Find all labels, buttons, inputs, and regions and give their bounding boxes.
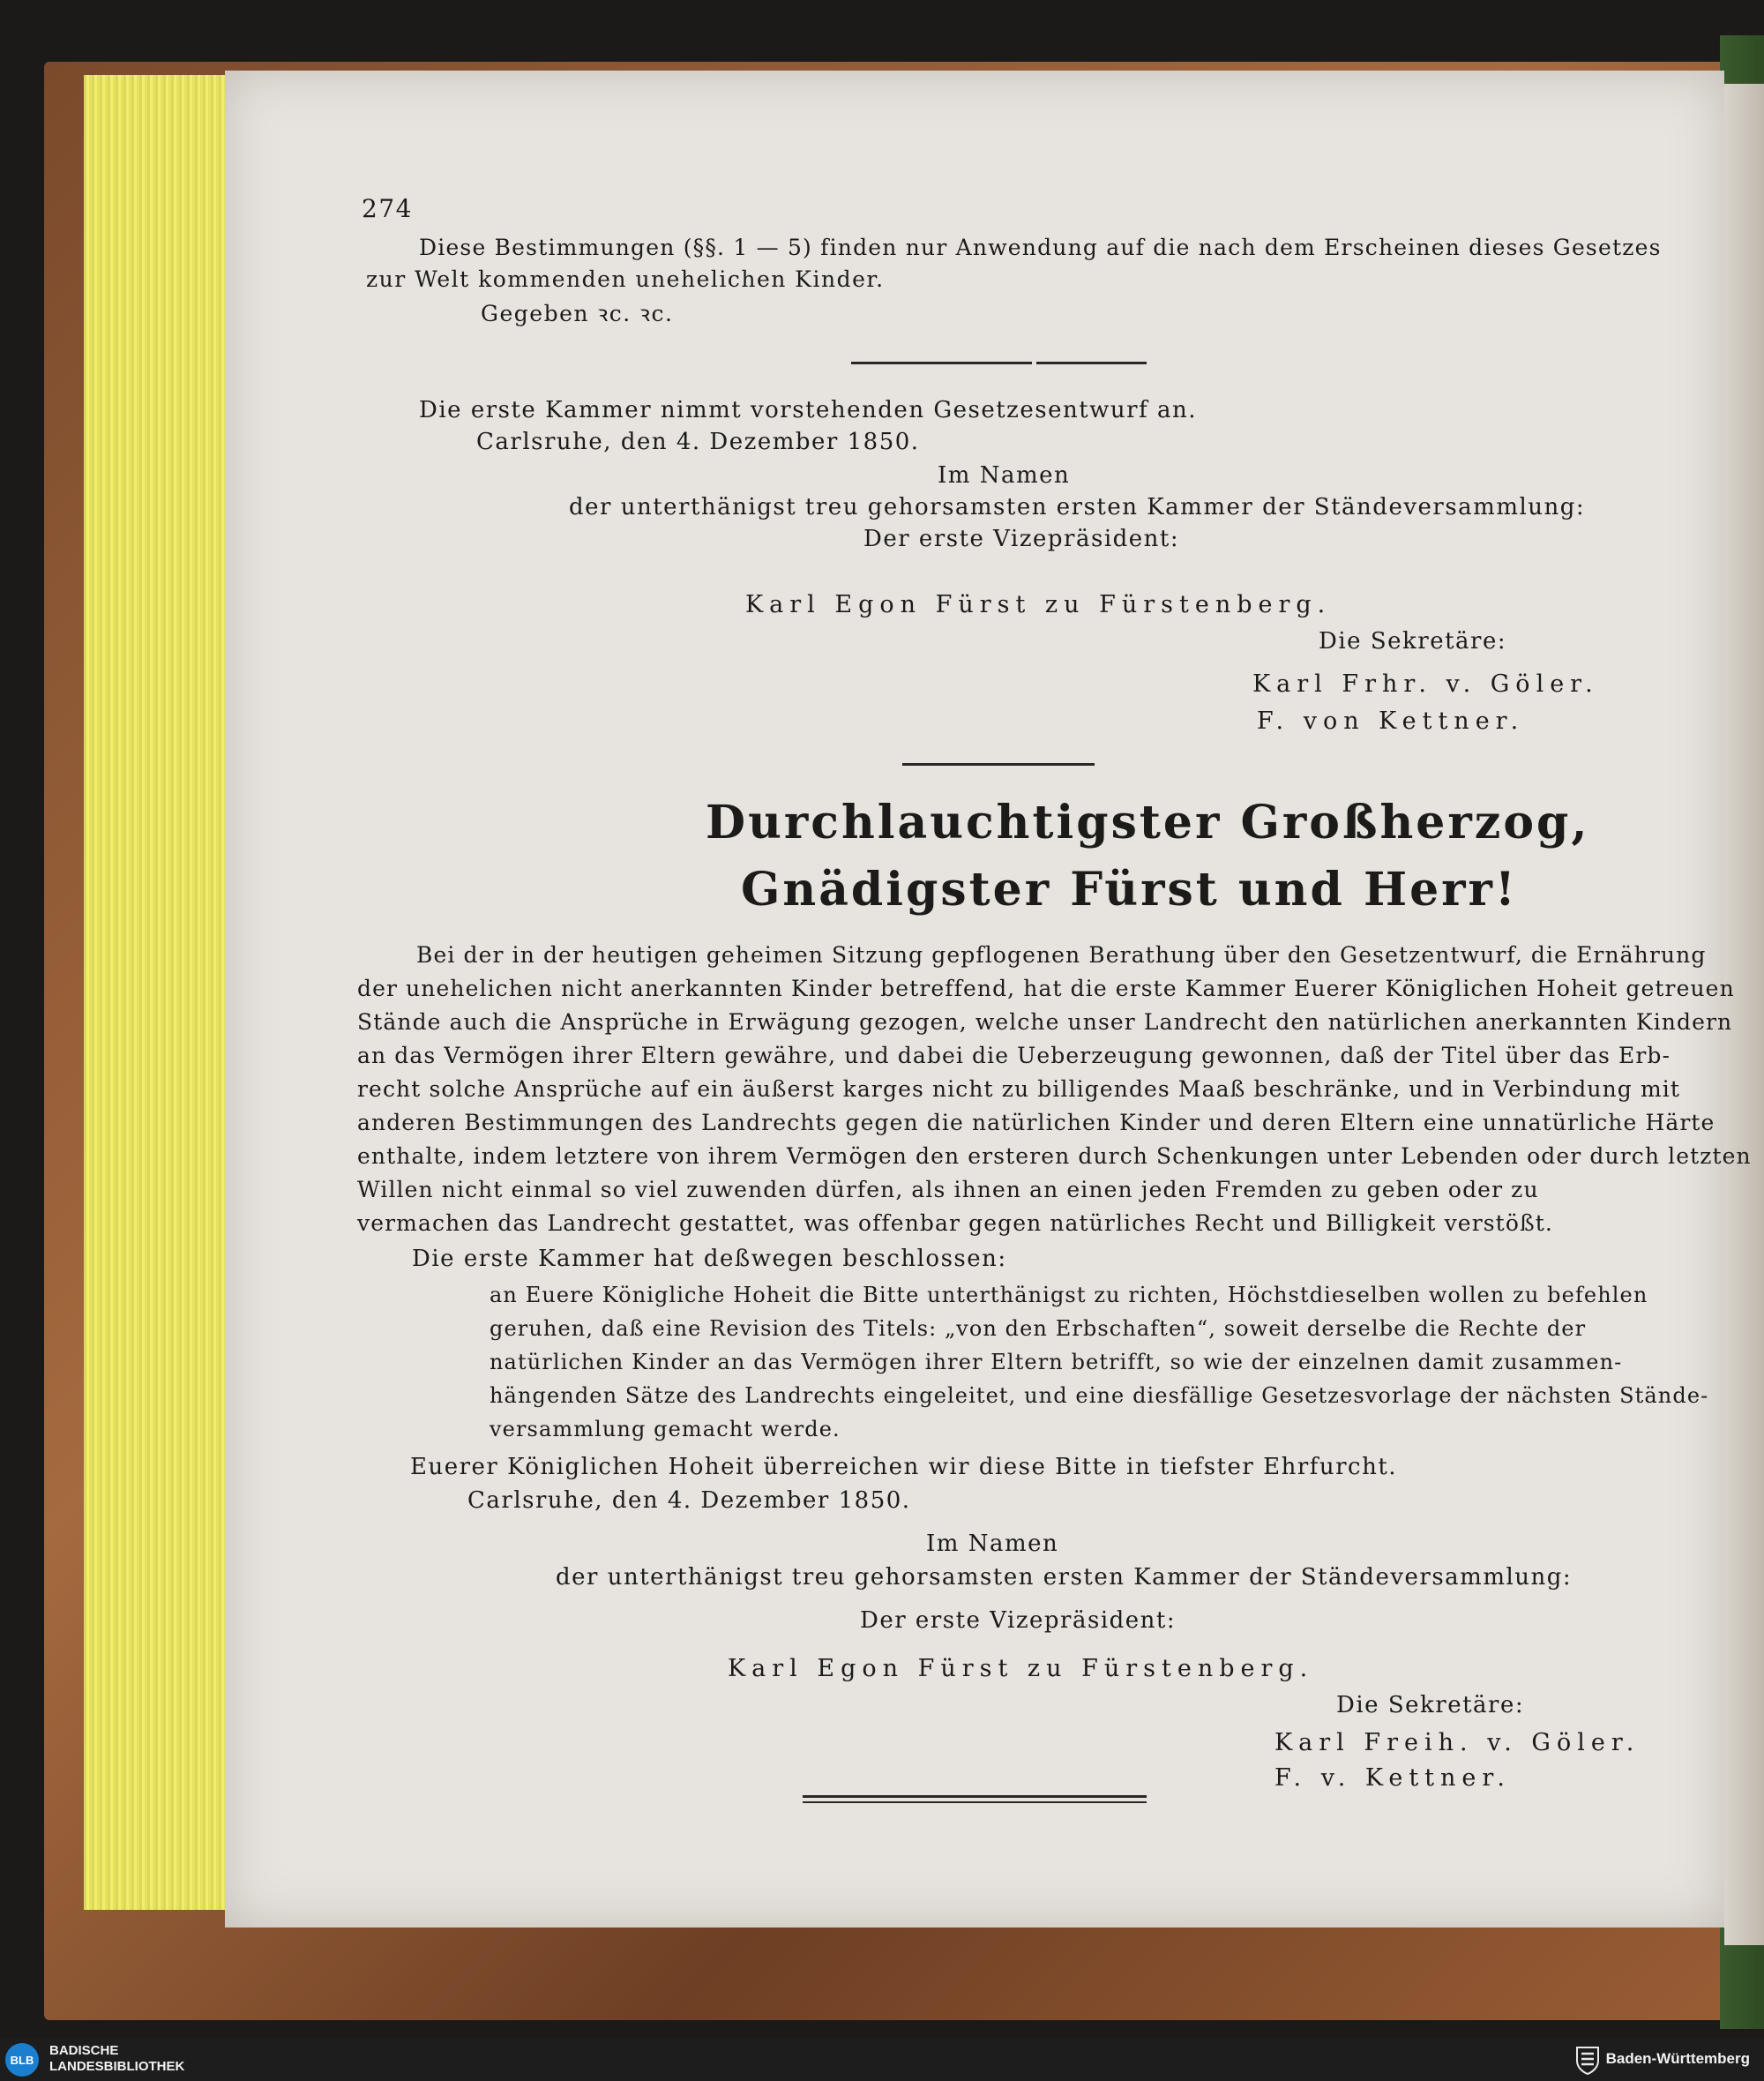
address-line-1: Durchlauchtigster Großherzog,: [706, 796, 1590, 850]
body-line: enthalte, indem letztere von ihrem Vermögen den ersteren durch Schenkungen unter Lebenden oder durch letzten: [357, 1143, 1752, 1169]
coat-of-arms-icon[interactable]: [1574, 2045, 1601, 2075]
request-line: hängenden Sätze des Landrechts eingeleitet, und eine diesfällige Gesetzesvorlage der nächsten Stände-: [490, 1383, 1709, 1408]
intro-line-1: Diese Bestimmungen (§§. 1 — 5) finden nur Anwendung auf die nach dem Erscheinen dieses Gesetzes: [419, 235, 1662, 260]
separator-rule: [851, 362, 1032, 364]
place-date: Carlsruhe, den 4. Dezember 1850.: [476, 429, 920, 455]
blb-name[interactable]: [49, 2043, 184, 2075]
book-page: [225, 71, 1752, 1928]
closing-rule: [803, 1795, 1147, 1798]
blb-name-line-1: BADISCHE: [49, 2043, 119, 2058]
baden-wuerttemberg-label[interactable]: Baden-Württemberg: [1605, 2050, 1750, 2067]
secretary-1: Karl Freih. v. Göler.: [1274, 1729, 1641, 1756]
request-line: an Euere Königliche Hoheit die Bitte unterthänigst zu richten, Höchstdieselben wollen zu befehlen: [490, 1283, 1648, 1307]
body-line: an das Vermögen ihrer Eltern gewähre, und dabei die Ueberzeugung gewonnen, daß der Titel über das Erb-: [357, 1043, 1671, 1068]
resolution-line: Die erste Kammer hat deßwegen beschlossen:: [412, 1246, 1007, 1272]
secretary-2: F. v. Kettner.: [1274, 1764, 1511, 1792]
vice-president-name: Karl Egon Fürst zu Fürstenberg.: [745, 591, 1332, 618]
secretaries-label: Die Sekretäre:: [1336, 1692, 1525, 1718]
body-line: recht solche Ansprüche auf ein äußerst karges nicht zu billigendes Maaß beschränke, und in Verbindung mit: [357, 1076, 1680, 1102]
body-line: vermachen das Landrecht gestattet, was offenbar gegen natürliches Recht und Billigkeit verstößt.: [357, 1210, 1553, 1236]
closing-rule: [803, 1801, 1147, 1803]
page-number: 274: [362, 194, 413, 223]
im-namen: Im Namen: [938, 462, 1071, 489]
separator-rule: [1036, 362, 1147, 364]
chamber-line: der unterthänigst treu gehorsamsten ersten Kammer der Ständeversammlung:: [569, 494, 1586, 520]
body-line: Stände auch die Ansprüche in Erwägung gezogen, welche unser Landrecht den natürlichen anerkannten Kindern: [357, 1009, 1733, 1035]
secretaries-label: Die Sekretäre:: [1319, 628, 1507, 655]
blb-logo-icon[interactable]: BLB: [5, 2043, 39, 2077]
request-line: natürlichen Kinder an das Vermögen ihrer Eltern betrifft, so wie der einzelnen damit zusammen-: [490, 1350, 1623, 1374]
im-namen: Im Namen: [926, 1531, 1059, 1557]
vice-president-label: Der erste Vizepräsident:: [863, 526, 1180, 552]
secretary-1: Karl Frhr. v. Göler.: [1252, 670, 1599, 698]
given-line: Gegeben ꝛc. ꝛc.: [481, 301, 674, 326]
section-rule: [902, 763, 1095, 766]
vice-president-name: Karl Egon Fürst zu Fürstenberg.: [728, 1655, 1314, 1682]
blb-name-line-2: LANDESBIBLIOTHEK: [49, 2059, 185, 2074]
submission-line: Euerer Königlichen Hoheit überreichen wir diese Bitte in tiefster Ehrfurcht.: [410, 1454, 1398, 1480]
address-line-2: Gnädigster Fürst und Herr!: [741, 863, 1518, 917]
body-line: anderen Bestimmungen des Landrechts gegen die natürlichen Kinder und deren Eltern eine unnatürliche Härte: [357, 1110, 1715, 1135]
secretary-2: F. von Kettner.: [1257, 707, 1525, 735]
body-line: der unehelichen nicht anerkannten Kinder betreffend, hat die erste Kammer Euerer Königlichen Hoheit getreuen: [357, 976, 1735, 1001]
body-line: Willen nicht einmal so viel zuwenden dürfen, als ihnen an einen jeden Fremden zu geben oder zu: [357, 1177, 1539, 1202]
viewer-footer-bar: [0, 2038, 1764, 2081]
place-date: Carlsruhe, den 4. Dezember 1850.: [467, 1487, 911, 1514]
chamber-line: der unterthänigst treu gehorsamsten ersten Kammer der Ständeversammlung:: [556, 1564, 1573, 1591]
page-edges: [84, 75, 234, 1910]
body-line: Bei der in der heutigen geheimen Sitzung gepflogenen Berathung über den Gesetzentwurf, die Ernährung: [416, 942, 1707, 968]
request-line: versammlung gemacht werde.: [490, 1417, 841, 1441]
acceptance-line: Die erste Kammer nimmt vorstehenden Gesetzesentwurf an.: [419, 397, 1197, 423]
intro-line-2: zur Welt kommenden unehelichen Kinder.: [366, 266, 885, 292]
request-line: geruhen, daß eine Revision des Titels: „von den Erbschaften“, soweit derselbe die Rechte der: [490, 1316, 1587, 1341]
vice-president-label: Der erste Vizepräsident:: [860, 1607, 1177, 1634]
